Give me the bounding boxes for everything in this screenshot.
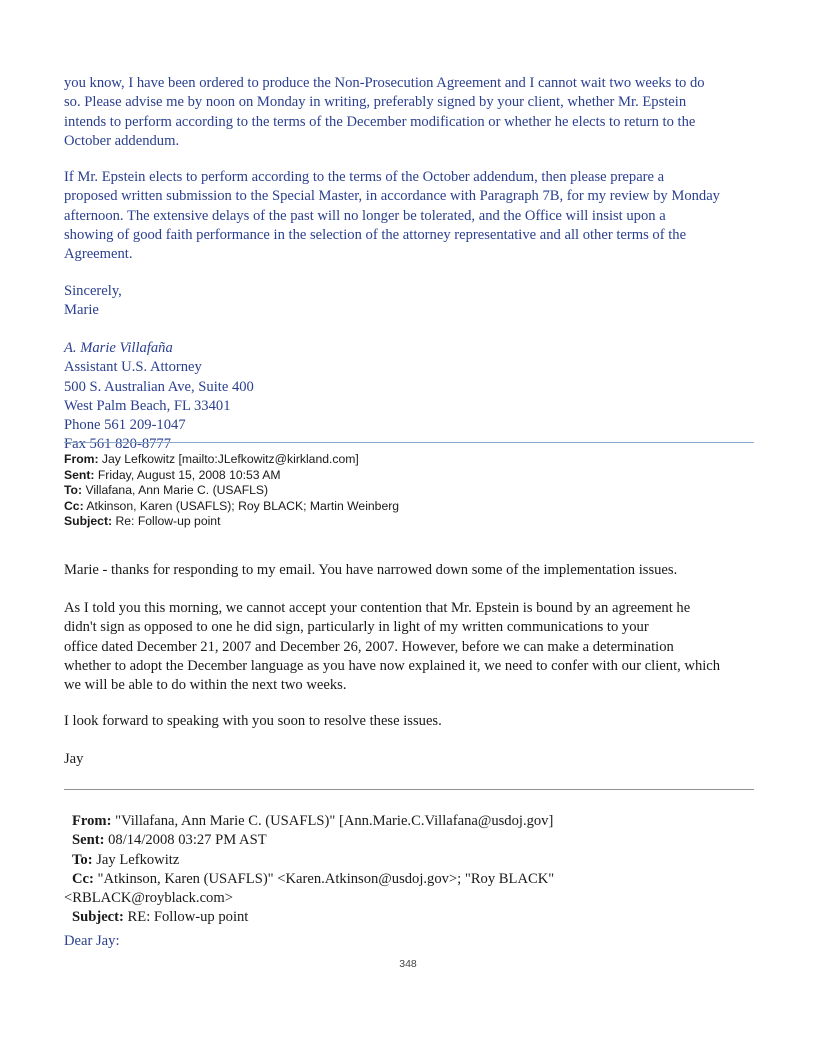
header-subject-value: Re: Follow-up point xyxy=(115,514,221,529)
header-sent-label: Sent: xyxy=(72,832,105,849)
signature-address-1: 500 S. Australian Ave, Suite 400 xyxy=(64,378,254,395)
header-from-label: From: xyxy=(72,813,112,829)
header-sent xyxy=(72,831,772,850)
header-to-value: Jay Lefkowitz xyxy=(96,851,180,868)
header-cc-value: Atkinson, Karen (USAFLS); Roy BLACK; Martin Weinberg xyxy=(86,498,400,513)
text-line: Agreement. xyxy=(64,246,133,263)
header-subject-label: Subject: xyxy=(72,909,124,926)
signature-title: Assistant U.S. Attorney xyxy=(64,359,202,376)
header-sent-value: 08/14/2008 03:27 PM AST xyxy=(108,832,267,849)
text-line: Jay xyxy=(64,751,84,767)
text-line: intends to perform according to the terms of the December modification or whether he elects to return to the xyxy=(64,113,696,130)
header-cc-continued: <RBLACK@royblack.com> xyxy=(64,890,233,907)
header-cc-value: "Atkinson, Karen (USAFLS)" <Karen.Atkinson@usdoj.gov>; "Roy BLACK" xyxy=(97,870,555,887)
letter-paragraph-2 xyxy=(64,168,764,264)
header-subject xyxy=(64,514,764,530)
email-body-1-p2 xyxy=(64,599,764,695)
email-body-1-sign xyxy=(64,750,764,769)
signature-name: A. Marie Villafaña xyxy=(64,340,173,356)
text-line: As I told you this morning, we cannot accept your contention that Mr. Epstein is bound by an agreement he xyxy=(64,600,691,616)
header-sent-value: Friday, August 15, 2008 10:53 AM xyxy=(97,467,281,482)
header-from-value: Jay Lefkowitz [mailto:JLefkowitz@kirkland.com] xyxy=(101,452,359,466)
header-cc-label: Cc: xyxy=(64,498,84,513)
email-header-1 xyxy=(64,452,764,530)
signature-phone: Phone 561 209-1047 xyxy=(64,417,186,434)
header-cc xyxy=(72,870,772,889)
header-sent xyxy=(64,468,764,484)
header-cc xyxy=(64,499,764,515)
closing-line: Marie xyxy=(64,302,99,319)
text-line: so. Please advise me by noon on Monday in writing, preferably signed by your client, whether Mr. Epstein xyxy=(64,94,687,111)
email-body-2 xyxy=(64,932,764,951)
signature-fax: Fax 561 820-8777 xyxy=(64,436,172,453)
text-line: If Mr. Epstein elects to perform according to the terms of the October addendum, then please prepare a xyxy=(64,169,665,185)
text-line: we will be able to do within the next two weeks. xyxy=(64,677,347,694)
email-divider xyxy=(64,442,754,443)
header-from xyxy=(72,812,772,831)
header-to xyxy=(64,483,764,499)
header-from xyxy=(64,452,764,468)
text-line: proposed written submission to the Special Master, in accordance with Paragraph 7B, for my review by Monday xyxy=(64,188,720,205)
text-line: afternoon. The extensive delays of the past will no longer be tolerated, and the Office will insist upon a xyxy=(64,207,666,224)
text-line: October addendum. xyxy=(64,132,180,149)
header-cc-label: Cc: xyxy=(72,870,94,887)
text-line: showing of good faith performance in the selection of the attorney representative and all other terms of the xyxy=(64,226,687,243)
header-sent-label: Sent: xyxy=(64,467,95,482)
letter-closing xyxy=(64,282,764,321)
email-divider xyxy=(64,789,754,790)
text-line: Marie - thanks for responding to my email. You have narrowed down some of the implementation issues. xyxy=(64,562,678,578)
closing-line: Sincerely, xyxy=(64,283,122,299)
header-to-value: Villafana, Ann Marie C. (USAFLS) xyxy=(85,483,269,498)
signature-block xyxy=(64,339,764,455)
text-line: I look forward to speaking with you soon to resolve these issues. xyxy=(64,713,442,729)
header-subject-value: RE: Follow-up point xyxy=(127,909,249,926)
header-from-value: "Villafana, Ann Marie C. (USAFLS)" [Ann.Marie.C.Villafana@usdoj.gov] xyxy=(115,813,554,829)
text-line: you know, I have been ordered to produce the Non-Prosecution Agreement and I cannot wait two weeks to do xyxy=(64,75,705,91)
signature-address-2: West Palm Beach, FL 33401 xyxy=(64,397,231,414)
text-line: office dated December 21, 2007 and December 26, 2007. However, before we can make a determination xyxy=(64,638,674,655)
header-from-label: From: xyxy=(64,452,99,466)
header-to xyxy=(72,851,772,870)
email-body-1-p3 xyxy=(64,712,764,731)
header-subject-label: Subject: xyxy=(64,514,113,529)
header-to-label: To: xyxy=(72,851,93,868)
text-line: didn't sign as opposed to one he did sign, particularly in light of my written communications to your xyxy=(64,619,649,636)
email-body-1-p1 xyxy=(64,561,764,580)
greeting: Dear Jay: xyxy=(64,933,120,949)
page-number: 348 xyxy=(399,958,417,970)
letter-paragraph-1 xyxy=(64,74,764,151)
text-line: whether to adopt the December language as you have now explained it, we need to confer with our client, which xyxy=(64,657,721,674)
email-header-2 xyxy=(64,812,772,928)
header-subject xyxy=(72,908,772,927)
header-to-label: To: xyxy=(64,483,83,498)
